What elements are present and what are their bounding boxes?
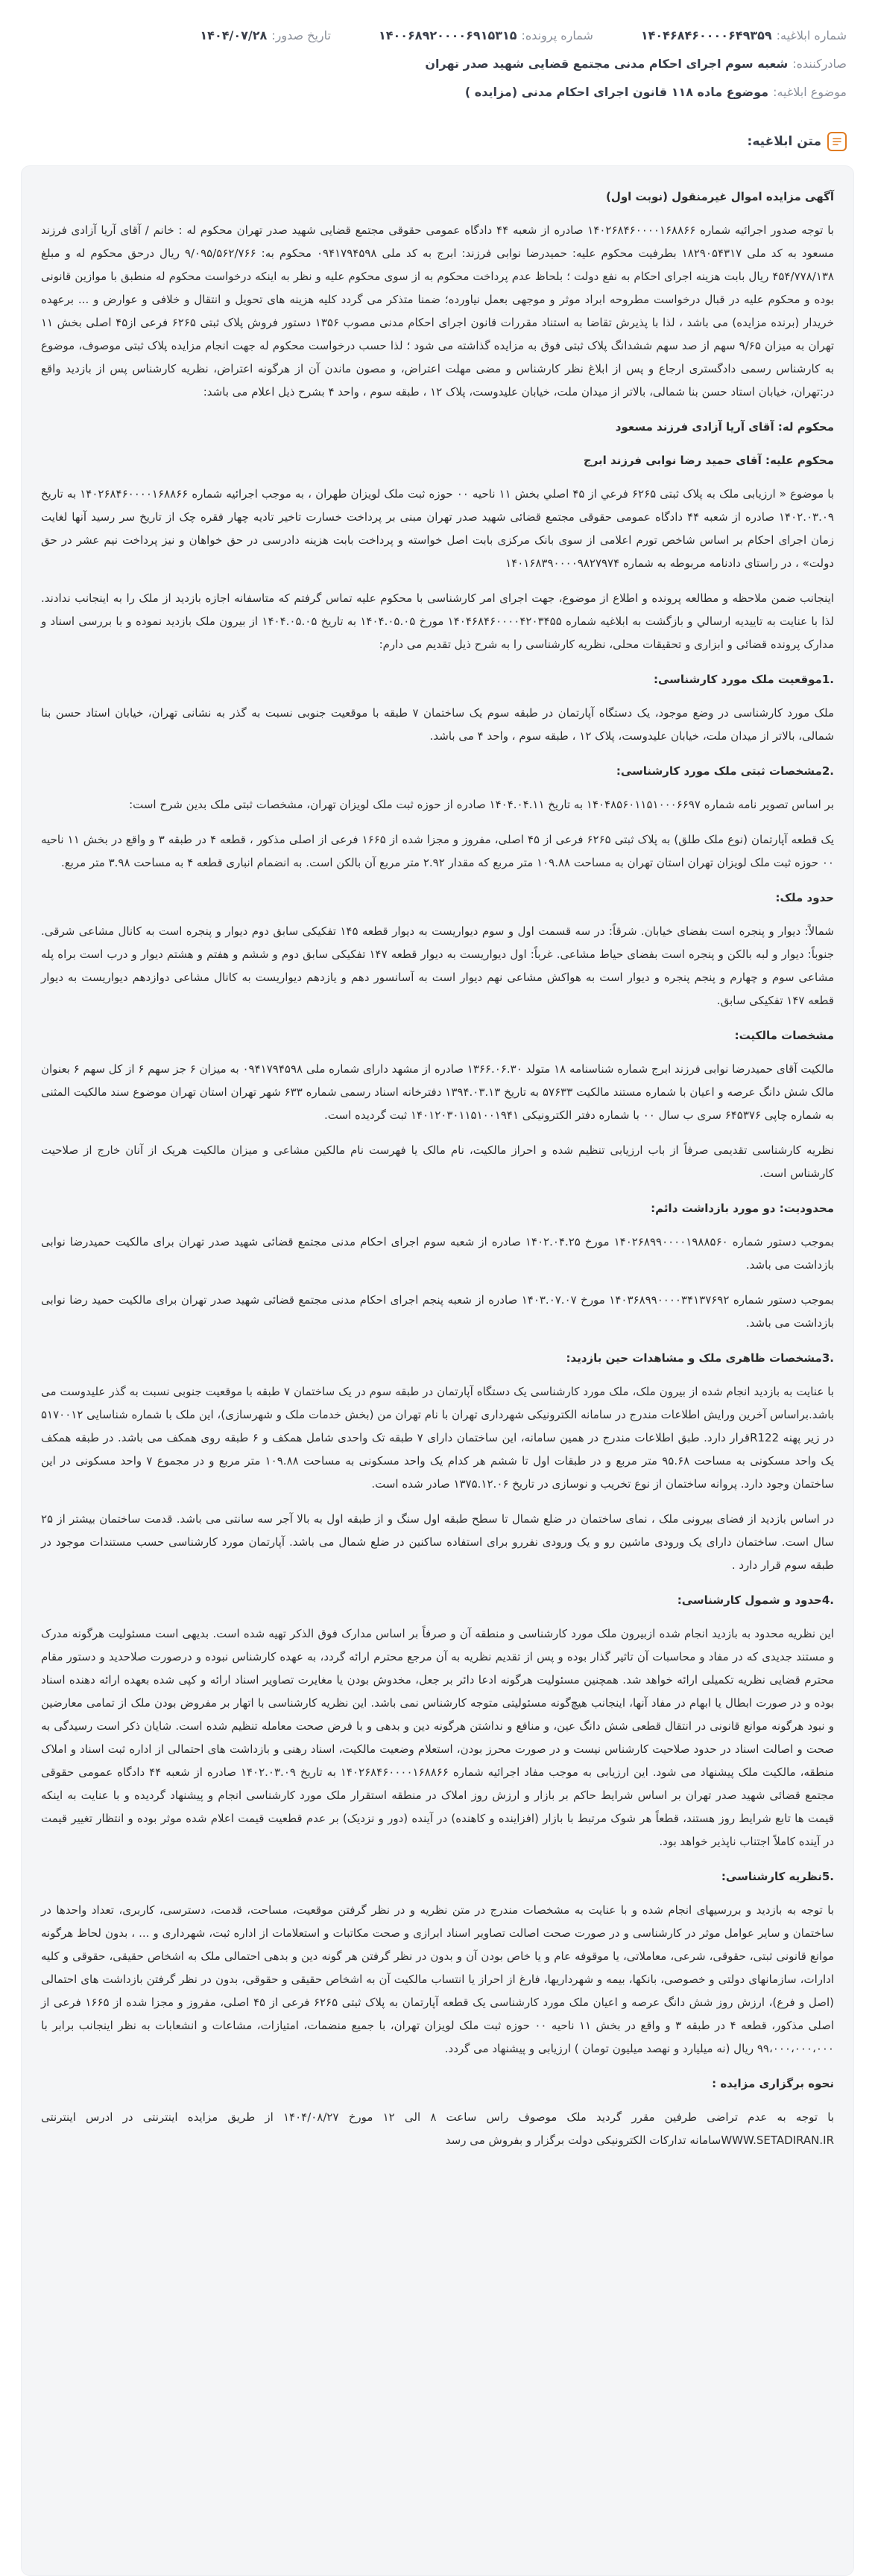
notice-number-label: شماره ابلاغیه:: [776, 28, 847, 42]
paragraph-seizure-2: بموجب دستور شماره ۱۴۰۳۶۸۹۹۰۰۰۰۳۴۱۳۷۶۹۲ مورخ ۱۴۰۳.۰۷.۰۷ صادره از شعبه پنجم اجرای احکام مدنی مجتمع قضائی شهيد صدر تهران برای مالکيت حميد رضا نوابی بازداشت می باشد.: [41, 1293, 834, 1330]
issue-date-label: تاریخ صدور:: [271, 28, 331, 42]
document-text-icon: [827, 132, 847, 151]
paragraph-opinion: با توجه به بازديد و بررسيهای انجام شده و با عنايت به مشخصات مندرج در متن نظريه و در نظر گرفتن موقعيت، مساحت، قدمت، دسترسی، کاربری، تعداد واحدها در ساختمان و ساير عوامل موثر در کارشناسی و در صورت صحت اصالت تصاوير اسناد ابرازی و صحت مکاتبات و استعلامات از اداره ثبت، شهرداری و ... ، بدون لحاظ هرگونه موانع قانونی ثبتی، حقوقی، شرعی، معاملاتی، يا موقوفه عام و يا خاص بودن آن و بدون در نظر گرفتن هر گونه دين و بدهی احتمالی ملک به اشخاص حقيقی، حقوقی و کليه ادارات، سازمانهای دولتی و خصوصی، بانکها، بيمه و شهرداريها، فارغ از احراز يا انتساب مالکيت آن به اشخاص حقيقی و حقوقی، بدون در نظر گرفتن بازداشت های احتمالی (اصل و فرع)، ارزش روز شش دانگ عرصه و اعيان ملک مورد کارشناسی يک قطعه آپارتمان به پلاک ثبتی ۶۲۶۵ فرعی از ۴۵ اصلی، مفروز و مجزا شده از ۱۶۶۵ فرعی از اصلی مذکور، قطعه ۴ در طبقه ۳ و واقع در بخش ۱۱ ناحيه ۰۰ حوزه ثبت ملک لويزان تهران، با جميع منضمات، امتيازات، مشاعات و انشعابات به نظر اينجانب برابر با ۹۹،۰۰۰،۰۰۰،۰۰۰ ريال (نه ميليارد و نهصد ميليون تومان ) ارزيابی و پيشنهاد می گردد.: [41, 1903, 835, 2055]
creditor-line: محکوم له: آقای آریا آزادی فرزند مسعود: [615, 420, 834, 434]
paragraph-registry: بر اساس تصوير نامه شماره ۱۴۰۴۸۵۶۰۱۱۵۱۰۰۰۶۶۹۷ به تاريخ ۱۴۰۴.۰۴.۱۱ صادره از حوزه ثبت ملک لويزان تهران، مشخصات ثبتی ملک بدين شرح است:: [129, 798, 834, 811]
issuer-value: شعبه سوم اجرای احکام مدنی مجتمع قضایی شهید صدر تهران: [425, 56, 789, 71]
notice-text-title: [28, 128, 847, 155]
paragraph-seizure-1: بموجب دستور شماره ۱۴۰۲۶۸۹۹۰۰۰۰۱۹۸۸۵۶۰ مورخ ۱۴۰۲.۰۴.۲۵ صادره از شعبه سوم اجرای احکام مدنی مجتمع قضائی شهيد صدر تهران برای مالکيت حميدرضا نوابی بازداشت می باشد.: [41, 1235, 835, 1272]
heading-ownership: مشخصات مالکيت:: [734, 1029, 834, 1042]
heading-location: .1موقعيت ملک مورد کارشناسی:: [653, 673, 834, 686]
subject-label: موضوع ابلاغیه:: [773, 84, 847, 99]
header-row-issuer: [28, 49, 847, 77]
auction-title: آگهی مزایده اموال غیرمنقول (نوبت اول): [605, 190, 834, 203]
heading-boundaries: حدود ملک:: [775, 891, 834, 904]
paragraph-boundaries: شمالاً: ديوار و پنجره است بفضای خيابان. شرقاً: در سه قسمت اول و سوم ديواريست به ديوار قطعه ۱۴۵ تفکيکی سابق دوم ديوار و پنجره است به کانال مشاعی شرقی. جنوباً: ديوار و لبه بالکن و پنجره است بفضای حياط مشاعی. غرباً: اول ديواريست به ديوار قطعه ۱۴۷ تفکيکی سابق دوم و ششم و هفتم و هشتم ديوار و درب است براه پله مشاعی سوم و چهارم و پنجم پنجره و ديوار است به هواکش مشاعی نهم ديوار است به آسانسور دهم و يازدهم ديواريست به کانال مشاعی دوازدهم ديواريست به ديوار قطعه ۱۴۷ تفکيکی سابق.: [41, 924, 834, 1007]
heading-restrictions: محدوديت: دو مورد بازداشت دائم:: [651, 1202, 834, 1215]
heading-scope: .4حدود و شمول کارشناسی:: [677, 1593, 834, 1607]
heading-registry: .2مشخصات ثبتی ملک مورد کارشناسی:: [616, 764, 834, 778]
paragraph-location: ملک مورد کارشناسی در وضع موجود، يک دستگاه آپارتمان در طبقه سوم يک ساختمان ۷ طبقه با موقعيت جنوبی نسبت به گذر به نشانی تهران، خيابان استاد حسن بنا شمالی، بالاتر از ميدان ملت، خيابان عليدوست، پلاک ۱۲ ، طبقه سوم ، واحد ۴ می باشد.: [41, 706, 834, 743]
issuer-label: صادرکننده:: [792, 56, 847, 71]
debtor-line: محکوم علیه: آقای حمید رضا نوابی فرزند ابرج: [583, 454, 834, 467]
paragraph-unit: يک قطعه آپارتمان (نوع ملک طلق) به پلاک ثبتی ۶۲۶۵ فرعی از ۴۵ اصلی، مفروز و مجزا شده از ۱۶۶۵ فرعی از اصلی مذکور ، قطعه ۴ در طبقه ۳ و واقع در بخش ۱۱ ناحيه ۰۰ حوزه ثبت ملک لويزان تهران استان تهران به مساحت ۱۰۹.۸۸ متر مربع که مقدار ۲.۹۲ متر مربع آن بالکن است. به انضمام انباری قطعه ۴ به مساحت ۳.۹۸ متر مربع.: [41, 833, 834, 869]
paragraph-appearance: با عنايت به بازديد انجام شده از بيرون ملک، ملک مورد کارشناسی يک دستگاه آپارتمان در طبقه سوم در يک ساختمان ۷ طبقه با موقعيت جنوبی نسبت به گذر عليدوست می باشد.براساس آخرين ورايش اطلاعات مندرج در سامانه الکترونيکی شهرداری تهران با نام تهران من (بخش خدمات ملک و شهرسازی)، اين ملک با شماره شناسايی ۵۱۷۰۰۱۲ در زير پهنه R122قرار دارد. طبق اطلاعات مندرج در همين سامانه، اين ساختمان دارای ۷ طبقه تک واحدی شامل همکف و ۶ طبقه روی همکف می باشد. در طبقه همکف يک واحد مسکونی به مساحت ۹۵.۶۸ متر مربع و در طبقات اول تا ششم هر کدام يک واحد مسکونی به مساحت ۱۰۹.۸۸ متر مربع و در مجموع ۷ واحد مسکونی در اين ساختمان وجود دارد. پروانه ساختمان از نوع تخريب و نوسازی در تاريخ ۱۳۷۵.۱۲.۰۶ صادر شده است.: [41, 1385, 835, 1491]
issue-date: [200, 28, 331, 42]
paragraph-subject: با موضوع « ارزیابی ملک به پلاک ثبتی ۶۲۶۵ فرعي از ۴۵ اصلي بخش ۱۱ ناحيه ۰۰ حوزه ثبت ملک لويزان طهران ، به موجب اجرائيه شماره ۱۴۰۲۶۸۴۶۰۰۰۰۱۶۸۸۶۶ به تاريخ ۱۴۰۲.۰۳.۰۹ صادره از شعبه ۴۴ دادگاه عمومی حقوقی مجتمع قضائی شهید صدر تهران مبنی بر پرداخت خسارت تاخیر تادیه چهار فقره چک از تاریخ سر رسید آنها لغایت زمان اجرای احکام بر اساس شاخص تورم اعلامی از سوی بانک مرکزی بابت اصل خواسته و پرداخت بابت هزینه دادرسی در حق خواهان و نیز پرداخت نیم عشر در حق دولت» ، در راستای دادنامه مربوطه به شماره ۱۴۰۱۶۸۳۹۰۰۰۰۹۸۲۷۹۷۴: [41, 487, 834, 570]
heading-appearance: .3مشخصات ظاهری ملک و مشاهدات حين بازديد:: [566, 1351, 834, 1365]
header-row-numbers: [28, 21, 847, 49]
issue-date-value: ۱۴۰۴/۰۷/۲۸: [200, 28, 268, 42]
subject-value: موضوع ماده ۱۱۸ قانون اجرای احکام مدنی (مزایده ): [464, 84, 769, 99]
heading-auction-method: نحوه برگزاری مزایده :: [712, 2077, 834, 2090]
heading-opinion: .5نظريه کارشناسی:: [721, 1870, 834, 1883]
paragraph-scope: اين نظريه محدود به بازديد انجام شده ازبيرون ملک مورد کارشناسی و منطقه آن و صرفاً بر اساس مدارک فوق الذکر تهيه شده است. بديهی است مسئوليت هرگونه مدرک و مستند جديدی که در مفاد و محاسبات آن تاثير گذار بوده و پس از تقديم نظريه به آن مرجع محترم ارائه گردد، به عهده کارشناس نبوده و درصورت صلاحديد و دستور مقام محترم قضايی نظريه تکميلی ارائه خواهد شد. همچنين مسئوليت هرگونه ادعا دائر بر جعل، مخدوش بودن يا مغايرت تصاوير اسناد ارائه و کپی شده بعهده ارائه دهنده اسناد بوده و در صورت ابطال يا ابهام در مفاد آنها، اينجانب هيچ‌گونه مسئوليتی متوجه کارشناس نمی باشد. اين نظريه کارشناسی با اتهار بر مفروض بودن ملک از تمامی معارضين و نبود هرگونه موانع قانونی در انتقال قطعی شش دانگ عين، و منافع و نداشتن هرگونه دين و بدهی و با فرض صحت معامله تنظيم شده است. شايان ذکر است رسيدگی به صحت و اصالت اسناد در حدود صلاحيت کارشناس نيست و در صورت محرز بودن، استعلام وضعيت مالکيت، اسناد رهنی و بازداشت های احتمالی از اداره ثبت اسناد و املاک منطقه، مالکيت ملک پيشنهاد می شود. اين ارزيابی به موجب مفاد اجرائيه شماره ۱۴۰۲۶۸۴۶۰۰۰۰۱۶۸۸۶۶ به تاريخ ۱۴۰۲.۰۳.۰۹ صادره از شعبه ۴۴ دادگاه عمومی حقوقی مجتمع قضائی شهيد صدر تهران بر اساس شرايط حاکم بر بازار و ارزش روز املاک در منطقه استقرار ملک مورد کارشناسی انجام و پيشنهاد گرديده و با عنايت به اينکه قيمت ها تابع شرايط روز هستند، قطعاً هر شوک مرتبط با بازار (افزاينده و کاهنده) در آينده (دور و نزديک) بر عدم قطعيت قيمت اعلام شده موثر بوده و انتظار تغيير قيمت در آينده کاملاً اجتناب ناپذير خواهد بود.: [41, 1627, 834, 1848]
header-row-subject: [28, 77, 847, 106]
paragraph-auction-method: با توجه به عدم تراضی طرفین مقرر گردید ملک موصوف راس ساعت ۸ الی ۱۲ مورخ ۱۴۰۴/۰۸/۲۷ از طریق مزایده اینترنتی در ادرس اینترنتی WWW.SETADIRAN.IRسامانه تدارکات الکترونیکی دولت برگزار و بفروش می رسد: [41, 2110, 834, 2147]
paragraph-ownership: مالکيت آقای حميدرضا نوابی فرزند ابرج شماره شناسنامه ۱۸ متولد ۱۳۶۶.۰۶.۳۰ صادره از مشهد دارای شماره ملی ۰۹۴۱۷۹۴۵۹۸ به ميزان ۶ جز سهم ۶ از کل سهم ۶ بعنوان مالک شش دانگ عرصه و اعيان با شماره مستند مالکيت ۵۷۶۳۳ به تاريخ ۱۳۹۴.۰۳.۱۳ دفترخانه اسناد رسمی شماره ۶۳۳ شهر تهران استان تهران موضوع سند مالکيت المثنی به شماره چاپی ۶۴۵۳۷۶ سری ب سال ۰۰ با شماره دفتر الکترونيکی ۱۴۰۱۲۰۳۰۱۱۵۱۰۰۱۹۴۱ ثبت گرديده است.: [41, 1062, 835, 1122]
notice-number-value: ۱۴۰۴۶۸۴۶۰۰۰۰۶۴۹۳۵۹: [640, 28, 772, 42]
case-number-label: شماره پرونده:: [521, 28, 593, 42]
case-number: [379, 28, 593, 42]
notice-header: [0, 0, 875, 155]
notice-text-title-label: متن ابلاغیه:: [747, 134, 821, 149]
issuer: [425, 57, 847, 71]
subject: [465, 85, 847, 99]
notice-number: [641, 28, 847, 42]
notice-body: [21, 165, 854, 2576]
paragraph-ownership-note: نظريه کارشناسی تقديمی صرفاً از باب ارزيابی تنظيم شده و احراز مالکيت، نام مالک يا فهرست نام مالکين مشاعی و ميزان مالکيت هريک از آنان خارج از صلاحيت کارشناس است.: [41, 1143, 834, 1180]
paragraph-inspection: اینجانب ضمن ملاحظه و مطالعه پرونده و اطلاع از موضوع، جهت اجرای امر کارشناسی با محکوم عليه تماس گرفتم که متاسفانه اجازه بازديد از ملک را به اينجانب ندادند. لذا با عنايت به تاييديه ارسالي و بازگشت به ابلاغيه شماره ۱۴۰۴۶۸۴۶۰۰۰۰۴۲۰۳۴۵۵ مورخ ۱۴۰۴.۰۵.۰۵ به تاريخ ۱۴۰۴.۰۵.۰۵ از بيرون ملک بازديد نموده و با بررسی اسناد و مدارک پرونده قضائی و ابزاری و تحقيقات محلی، نظريه کارشناسی را به شرح ذيل تقديم می دارم:: [41, 591, 835, 651]
paragraph-intro: با توجه صدور اجرائیه شماره ۱۴۰۲۶۸۴۶۰۰۰۰۱۶۸۸۶۶ صادره از شعبه ۴۴ دادگاه عمومی حقوقی مجتمع قضایی شهید صدر تهران محکوم له : خانم / آقای آریا آزادی فرزند مسعود به کد ملی ۱۸۲۹۰۵۴۳۱۷ بطرفیت محکوم علیه: حمیدرضا نوابی فرزند: ابرج به کد ملی ۰۹۴۱۷۹۴۵۹۸ محکوم به: ۹/۰۹۵/۵۶۲/۷۶۶ ریال درحق محکوم له و مبلغ ۴۵۴/۷۷۸/۱۳۸ ریال بابت هزینه اجرای احکام به نفع دولت ؛ بلحاظ عدم پرداخت محکوم به از سوی محکوم علیه و نظر به اینکه درخواست محکوم له منطبق با موازین قانونی بوده و محکوم علیه در قبال درخواست مطروحه ابراد موثر و موجهی بعمل نیاورده؛ ضمنا متذکر می گردد کلیه هزینه های تحویل و انتقال و خلافی و عوارض و ... برعهده خریدار (برنده مزایده) می باشد ، لذا با پذیرش تقاضا به استناد مقررات قانون اجرای احکام مدنی مصوب ۱۳۵۶ دستور فروش پلاک ثبتی ۶۲۶۵ فرعی از۴۵ اصلی بخش ۱۱ تهران به میزان ۹/۶۵ سهم از صد سهم ششدانگ پلاک ثبتی فوق به مزایده گذاشته می شود ؛ لذا حسب درخواست محکوم له جهت انجام مزایده پلاک ثبتی موصوف، موضوع به کارشناس رسمی دادگستری ارجاع و پس از ابلاغ نظر کارشناس و مضی مهلت اعتراض، و مصون ماندن آن از هرگونه اعتراض، نظریه کارشناس پس از بازدید واقع در:تهران، خیابان استاد حسن بنا شمالی، بالاتر از میدان ملت، خیابان علیدوست، پلاک ۱۲ ، طبقه سوم ، واحد ۴ بشرح ذیل اعلام می باشد:: [41, 223, 835, 399]
case-number-value: ۱۴۰۰۶۸۹۲۰۰۰۰۶۹۱۵۳۱۵: [378, 28, 517, 42]
paragraph-facade: در اساس بازديد از فضای بيرونی ملک ، نمای ساختمان در ضلع شمال تا سطح طبقه اول سنگ و از طبقه اول به بالا آجر سه سانتی می باشد. قدمت ساختمان بيشتر از ۲۵ سال است. ساختمان دارای يک ورودی ماشين رو و يک ورودی نفررو برای استفاده ساکنين در ضلع شمال می باشد. آپارتمان مورد کارشناسی حسب مستندات موجود در طبقه سوم قرار دارد .: [41, 1512, 834, 1572]
